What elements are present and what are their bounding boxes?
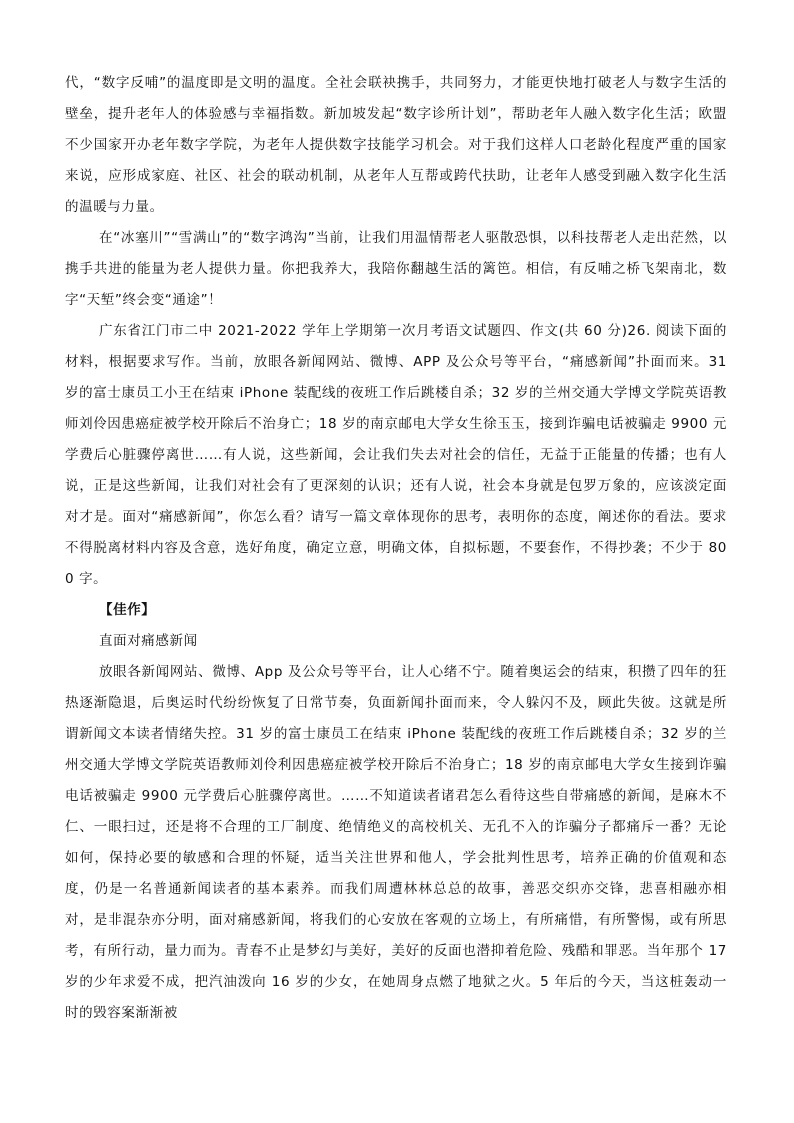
paragraph-exam-prompt: 广东省江门市二中 2021-2022 学年上学期第一次月考语文试题四、作文(共 60 分)26. 阅读下面的材料，根据要求写作。当前，放眼各新闻网站、微博、APP 及公众号等平台，“痛感新闻”扑面而来。31 岁的富士康员工小王在结束 iPhone 装配线的夜班工作后跳楼自杀；32 岁的兰州交通大学博文学院英语教师刘伶因患癌症被学校开除后不治身亡；18 岁的南京邮电大学女生徐玉玉，接到诈骗电话被骗走 9900 元学费后心脏骤停离世……有人说，这些新闻，会让我们失去对社会的信任，无益于正能量的传播；也有人说，正是这些新闻，让我们对社会有了更深刻的认识；还有人说，社会本身就是包罗万象的，应该淡定面对才是。面对“痛感新闻”，你怎么看？请写一篇文章体现你的思考，表明你的态度，阐述你的看法。要求不得脱离材料内容及含意，选好角度，确定立意，明确文体，自拟标题，不要套作，不得抄袭；不少于 800 字。 xyxy=(65,323,728,587)
paragraph-digital-feedback-continued: 代，“数字反哺”的温度即是文明的温度。全社会联袂携手，共同努力，才能更快地打破老人与数字生活的壁垒，提升老年人的体验感与幸福指数。新加坡发起“数字诊所计划”，帮助老年人融入数字化生活；欧盟不少国家开办老年数字学院，为老年人提供数字技能学习机会。对于我们这样人口老龄化程度严重的国家来说，应形成家庭、社区、社会的联动机制，从老年人互帮或跨代扶助，让老年人感受到融入数字化生活的温暖与力量。 xyxy=(65,75,727,215)
essay-title: 直面对痛感新闻 xyxy=(99,633,198,649)
paragraph-digital-divide: 在“冰塞川”“雪满山”的“数字鸿沟”当前，让我们用温情帮老人驱散恐惧，以科技帮老人走出茫然，以携手共进的能量为老人提供力量。你把我养大，我陪你翻越生活的篱笆。相信，有反哺之桥飞架南北，数字“天堑”终会变“通途”！ xyxy=(65,230,727,308)
section-label-model-essay: 【佳作】 xyxy=(99,602,156,618)
paragraph-essay-body: 放眼各新闻网站、微博、App 及公众号等平台，让人心绪不宁。随着奥运会的结束，积攒了四年的狂热逐渐隐退，后奥运时代纷纷恢复了日常节奏，负面新闻扑面而来，令人躲闪不及，顾此失彼。这就是所谓新闻文本读者情绪失控。31 岁的富士康员工在结束 iPhone 装配线的夜班工作后跳楼自杀；32 岁的兰州交通大学博文学院英语教师刘伶利因患癌症被学校开除后不治身亡；18 岁的南京邮电大学女生接到诈骗电话被骗走 9900 元学费后心脏骤停离世。……不知道读者诸君怎么看待这些自带痛感的新闻，是麻木不仁、一眼扫过，还是将不合理的工厂制度、绝情绝义的高校机关、无孔不入的诈骗分子都痛斥一番？无论如何，保持必要的敏感和合理的怀疑，适当关注世界和他人，学会批判性思考，培养正确的价值观和态度，仍是一名普通新闻读者的基本素养。而我们周遭林林总总的故事，善恶交织亦交锋，悲喜相融亦相对，是非混杂亦分明，面对痛感新闻，将我们的心安放在客观的立场上，有所痛惜，有所警惕，或有所思考，有所行动，量力而为。青春不止是梦幻与美好，美好的反面也潜抑着危险、残酷和罪恶。当年那个 17 岁的少年求爱不成，把汽油泼向 16 岁的少女，在她周身点燃了地狱之火。5 年后的今天，当这桩轰动一时的毁容案渐渐被 xyxy=(65,664,727,1021)
document-body xyxy=(65,68,727,1029)
